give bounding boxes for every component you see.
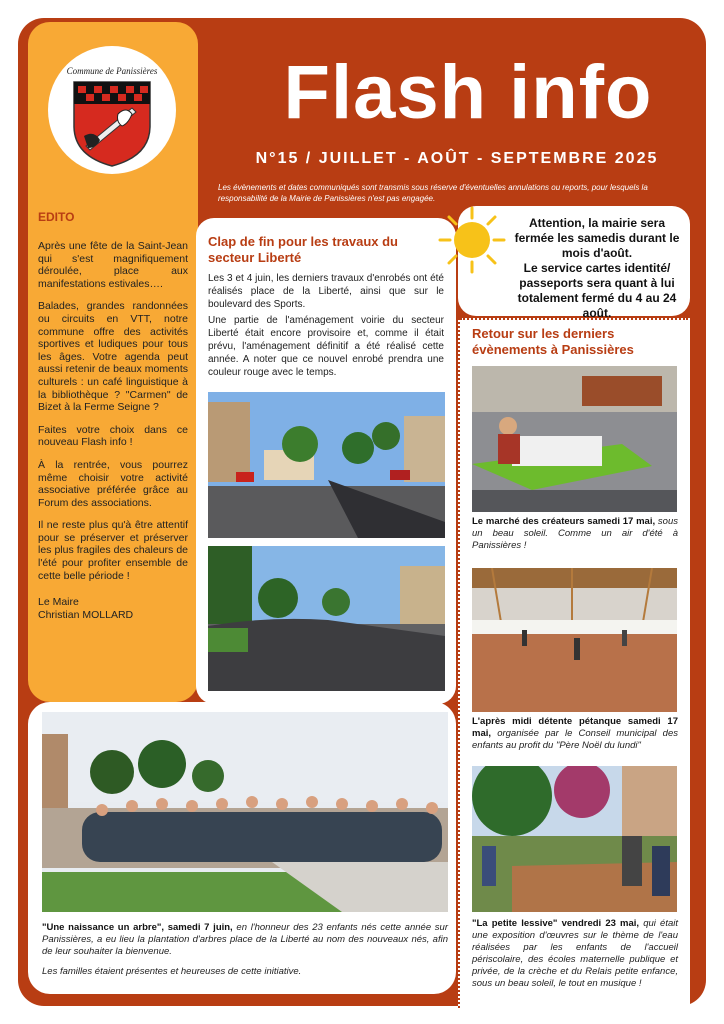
edito-paragraph: Balades, grandes randonnées ou circuits en VTT, notre commune offre des activités sportives et ludiques pour tous les âges. Votre agenda peut aussi retenir de beaux moments culturels : un café linguistique à la bibliothèque ? "Carmen" de Bizet à la Ferme Seigne ?: [38, 300, 188, 414]
disclaimer: Les évènements et dates communiqués sont transmis sous réserve d'éventuelles annulations ou reports, pour lesquels la responsabilité de la Mairie de Panissières n'est pas engagée.: [218, 183, 648, 203]
caption-bold: L'après midi détente pétanque samedi 17 mai,: [472, 716, 678, 739]
edito-paragraph: À la rentrée, vous pourrez même choisir votre activité associative préférée grâce au Forum des associations.: [38, 458, 188, 509]
edito-paragraph: Faites votre choix dans ce nouveau Flash info !: [38, 423, 188, 449]
works-paragraph: Les 3 et 4 juin, les derniers travaux d'enrobés ont été réalisés place de la Liberté, ainsi que sur le boulevard des Sports.: [208, 273, 444, 310]
caption-birth: [42, 922, 448, 958]
caption-text: qui était une exposition d'œuvres sur le thème de l'eau réalisées par les enfants de l'accueil périscolaire, des écoles maternelle publique et privée, de la crèche et du Relais petite enfance, sous un beau soleil, le tout en musique !: [472, 918, 679, 989]
photo-street-liberte: [208, 392, 445, 538]
caption-market: [472, 516, 678, 552]
events-title: Retour sur les derniers évènements à Panissières: [472, 326, 634, 357]
photo-petite-lessive: [472, 766, 677, 912]
coat-of-arms-icon: [72, 80, 152, 168]
works-text: [208, 272, 444, 382]
edito-title: EDITO: [38, 210, 75, 224]
closure-notice: [508, 216, 686, 321]
masthead-title: Flash info: [283, 50, 653, 135]
caption-petanque: [472, 716, 678, 752]
photo-petanque: [472, 568, 677, 712]
caption-bold: "Une naissance un arbre", samedi 7 juin,: [42, 922, 233, 933]
edito-text: [38, 240, 188, 621]
notice-line: Attention, la mairie sera fermée les samedis durant le mois d'août.: [514, 216, 680, 260]
caption-bold: "La petite lessive" vendredi 23 mai,: [472, 918, 640, 929]
dotted-divider: [458, 318, 460, 1008]
photo-boulevard-sports: [208, 546, 445, 691]
mayor-title: Le Maire: [38, 596, 79, 609]
mayor-name: Christian MOLLARD: [38, 608, 134, 621]
notice-line: Le service cartes identité/ passeports sera quant à lui totalement fermé du 4 au 24 août.: [517, 261, 677, 320]
caption-lessive: [472, 918, 678, 990]
sun-icon: [438, 206, 506, 274]
caption-text: organisée par le Conseil municipal des enfants au profit du "Père Noël du lundi": [472, 728, 678, 751]
edito-paragraph: Il ne reste plus qu'à être attentif pour se préserver et préserver les plus fragiles des chaleurs de l'été pour profiter ensemble de cette belle période !: [38, 519, 188, 582]
works-title: Clap de fin pour les travaux du secteur Liberté: [208, 234, 398, 265]
logo-text: Commune de Panissières: [66, 66, 158, 76]
photo-birth-tree: [42, 712, 448, 912]
edito-paragraph: Après une fête de la Saint-Jean qui s'est magnifiquement déroulée, place aux manifestations estivales….: [38, 240, 188, 290]
works-paragraph: Une partie de l'aménagement voirie du secteur Liberté était encore provisoire et, comme il était prévu, l'aménagement définitif a été réalisé cette année. A noter que ce nouvel enrobé prendra une couleur rouge avec le temps.: [208, 315, 444, 378]
caption-text: sous un beau soleil. Comme un air d'été à Panissières !: [472, 516, 678, 551]
caption-birth-2: Les familles étaient présentes et heureuses de cette initiative.: [42, 966, 302, 977]
caption-text: en l'honneur des 23 enfants nés cette année sur Panissières, a eu lieu la plantation d'arbres place de la Liberté au nom des nouveaux nés, afin de leur souhaiter la bienvenue.: [42, 922, 449, 957]
caption-bold: Le marché des créateurs samedi 17 mai,: [472, 516, 656, 527]
issue-line: N°15 / JUILLET - AOÛT - SEPTEMBRE 2025: [255, 150, 659, 167]
photo-creators-market: [472, 366, 677, 512]
